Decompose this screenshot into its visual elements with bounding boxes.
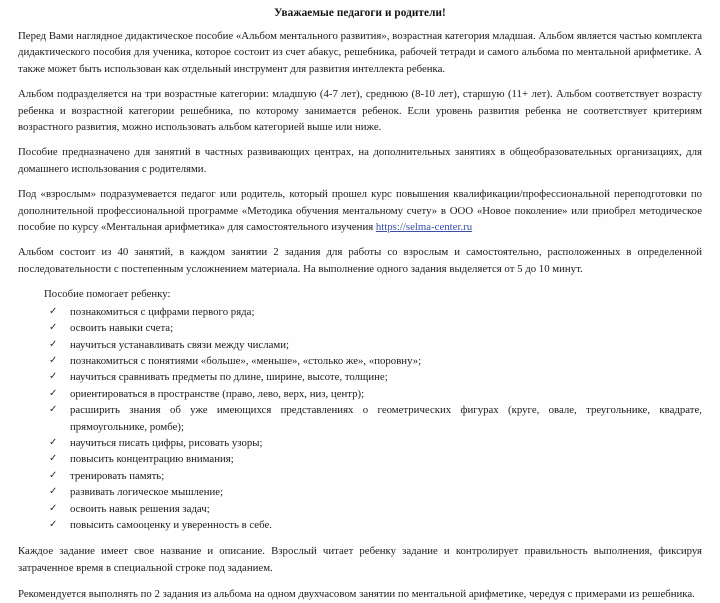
intro-paragraph-3: Пособие предназначено для занятий в частных развивающих центрах, на дополнительных занятиях в общеобразовательных организациях, для домашнего использования с родителями.	[18, 146, 702, 175]
check-icon: ✓	[49, 387, 58, 399]
check-icon: ✓	[49, 305, 58, 317]
intro-paragraph-1: Перед Вами наглядное дидактическое пособие «Альбом ментального развития», возрастная категория младшая. Альбом является частью комплекта дидактического пособия для ученика, которое состоит из счет абакус, решебника, рабочей тетради и самого альбома по ментальной арифметике. А также может быть использован как отдельный инструмент для развития интеллекта ребенка.	[18, 30, 702, 75]
check-icon: ✓	[49, 453, 58, 465]
selma-center-link[interactable]: https://selma-center.ru	[375, 221, 473, 234]
list-item-text: познакомиться с понятиями «больше», «меньше», «столько же», «поровну»;	[70, 354, 422, 367]
check-icon: ✓	[49, 486, 58, 498]
list-item-text: тренировать память;	[70, 469, 165, 482]
check-icon: ✓	[49, 338, 58, 350]
list-item	[18, 320, 702, 336]
check-icon: ✓	[49, 322, 58, 334]
check-icon: ✓	[49, 436, 58, 448]
check-icon: ✓	[49, 518, 58, 530]
list-item	[18, 386, 702, 402]
paragraph-link-before: Под «взрослым» подразумевается педагог или родитель, который прошел курс повышения квалификации/профессиональной переподготовки по дополнительной профессиональной программе «Методика обучения ментальному счету» в ООО «Новое поколение» или приобрел методическое пособие по курсу «Ментальная арифметика» для самостоятельного изучения	[18, 188, 702, 234]
list-item-text: ориентироваться в пространстве (право, лево, верх, низ, центр);	[70, 387, 365, 400]
list-item	[18, 501, 702, 517]
list-item-text: научиться сравнивать предметы по длине, ширине, высоте, толщине;	[70, 371, 388, 384]
benefits-checklist	[18, 304, 702, 534]
list-item	[18, 468, 702, 484]
list-item	[18, 337, 702, 353]
paragraph-with-link	[18, 186, 702, 235]
page-title: Уважаемые педагоги и родители!	[274, 7, 446, 19]
list-item-text: повысить концентрацию внимания;	[70, 453, 234, 466]
list-item-text: освоить навык решения задач;	[70, 502, 210, 515]
list-item-text: научиться писать цифры, рисовать узоры;	[70, 436, 263, 449]
intro-paragraph-2: Альбом подразделяется на три возрастные категории: младшую (4-7 лет), среднюю (8-10 лет), старшую (11+ лет). Альбом соответствует возрасту ребенка и возрастной категории решебника, по которому занимается ребенок. Если уровень развития ребенка не соответствует критериям возрастного развития, можно использовать альбом категорией выше или ниже.	[18, 88, 702, 134]
list-item	[18, 451, 702, 467]
list-item-text: развивать логическое мышление;	[70, 486, 224, 499]
list-item	[18, 353, 702, 369]
check-icon: ✓	[49, 371, 58, 383]
list-item	[18, 402, 702, 435]
list-item	[18, 484, 702, 500]
closing-paragraph-1: Каждое задание имеет свое название и описание. Взрослый читает ребенку задание и контролирует правильность выполнения, фиксируя затраченное время в специальной строке под заданием.	[18, 545, 702, 574]
check-icon: ✓	[49, 404, 58, 416]
list-item	[18, 517, 702, 533]
check-icon: ✓	[49, 469, 58, 481]
list-item	[18, 435, 702, 451]
closing-paragraph-2: Рекомендуется выполнять по 2 задания из альбома на одном двухчасовом занятии по ментальной арифметике, чередуя с примерами из решебника.	[18, 588, 695, 601]
avito-watermark-text: Avito	[648, 466, 712, 497]
list-item	[18, 304, 702, 320]
list-item-text: повысить самооценку и уверенность в себе.	[70, 518, 272, 531]
check-icon: ✓	[49, 354, 58, 366]
list-item-text: научиться устанавливать связи между числами;	[70, 338, 289, 351]
list-item-text: расширить знания об уже имеющихся представлениях о геометрических фигурах (круге, овале, треугольнике, квадрате, прямоугольнике, ромбе);	[70, 404, 702, 433]
list-item-text: освоить навыки счета;	[70, 322, 174, 335]
check-icon: ✓	[49, 502, 58, 514]
checklist-intro: Пособие помогает ребенку:	[44, 288, 171, 301]
album-structure-paragraph: Альбом состоит из 40 занятий, в каждом занятии 2 задания для работы со взрослым и самостоятельно, расположенных в определенной последовательности с постепенным усложнением материала. На выполнение одного задания выделяется от 5 до 10 минут.	[18, 246, 702, 275]
list-item-text: познакомиться с цифрами первого ряда;	[70, 305, 255, 318]
list-item	[18, 369, 702, 385]
